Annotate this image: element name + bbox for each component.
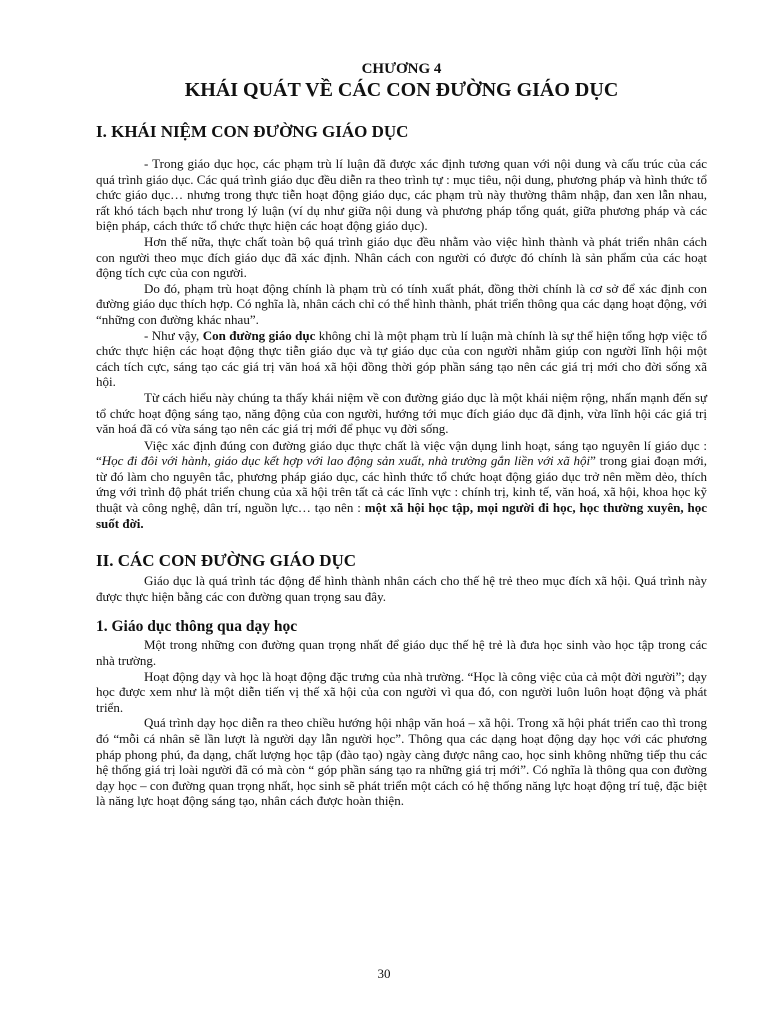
document-page [96, 60, 707, 809]
paragraph: - Trong giáo dục học, các phạm trù lí luận đã được xác định tương quan với nội dung và cấu trúc của các quá trình giáo dục. Các quá trình giáo dục đều diễn ra theo trình tự : mục tiêu, nội dung, phương pháp và hình thức tổ chức giáo dục… nhưng trong thực tiễn hoạt động giáo dục, các phạm trù này thường thâm nhập, đan xen lẫn nhau, rất khó tách bạch như trong lý luận (ví dụ như giữa nội dung và phương pháp tổng quát, giữa phương pháp và các biện pháp, cách thức tổ chức thực hiện các hoạt động giáo dục). [96, 156, 707, 234]
text-run: Việc xác định đúng con đường giáo dục thực chất là việc vận dụng linh hoạt, sáng tạo nguyên lí giáo dục : “ [96, 437, 707, 469]
chapter-title: KHÁI QUÁT VỀ CÁC CON ĐƯỜNG GIÁO DỤC [184, 79, 619, 101]
paragraph [96, 438, 707, 532]
italic-quote: Học đi đôi với hành, giáo dục kết hợp với lao động sản xuất, nhà trường gắn liền với xã hội [101, 453, 591, 469]
paragraph: Giáo dục là quá trình tác động để hình thành nhân cách cho thế hệ trẻ theo mục đích xã hội. Quá trình này được thực hiện bằng các con đường quan trọng sau đây. [96, 573, 707, 604]
paragraph: Do đó, phạm trù hoạt động chính là phạm trù có tính xuất phát, đồng thời chính là cơ sở để xác định con đường giáo dục thích hợp. Có nghĩa là, nhân cách chỉ có thể hình thành, phát triển thông qua các dạng hoạt động, với “những con đường khác nhau”. [96, 280, 707, 327]
paragraph [96, 390, 707, 437]
text-run: Từ cách hiểu này chúng ta thấy khái niệm về con đường giáo dục là một khái niệm rộng, nhấn mạnh đến sự tổ chức hoạt động sáng tạo, năng động của con người, hướng tới mục đích giáo dục đã định, vừa lĩnh hội các giá trị văn hoá đã có vừa sáng tạo nên các giá trị mới để phục vụ đời sống. [96, 389, 707, 437]
section-heading-2: II. CÁC CON ĐƯỜNG GIÁO DỤC [96, 551, 357, 571]
bold-phrase: một xã hội học tập, mọi người đi học, học thường xuyên, học suốt đời. [96, 500, 707, 531]
paragraph: Quá trình dạy học diễn ra theo chiều hướng hội nhập văn hoá – xã hội. Trong xã hội phát triển cao thì trong đó “mỗi cá nhân sẽ lần lượt là người dạy lẫn người học”. Thông qua các dạng hoạt động dạy học với các phương pháp phong phú, đa dạng, chất lượng học tập (đào tạo) ngày càng được nâng cao, học sinh không những tiếp thu các hệ thống giá trị loài người đã có mà còn “ góp phần sáng tạo ra những giá trị mới”. Có nghĩa là thông qua con đường dạy học – con đường quan trọng nhất, học sinh sẽ phát triển một cách có hệ thống năng lực hoạt động trí tuệ, đặc biệt là năng lực hoạt động sáng tạo, nhân cách được hoàn thiện. [96, 715, 707, 809]
paragraph: Hơn thế nữa, thực chất toàn bộ quá trình giáo dục đều nhằm vào việc hình thành và phát triển nhân cách con người theo mục đích giáo dục đã xác định. Nhân cách con người có được đó chính là sản phẩm của các hoạt động tích cực của con người. [96, 233, 707, 281]
page-number: 30 [377, 966, 391, 981]
text-run: - Như vậy, [144, 327, 203, 343]
text-run: ” trong giai đoạn mới, từ đó làm cho nguyên tắc, phương pháp giáo dục, các hình thức tổ chức hoạt động giáo dục trở nên mềm dẻo, thích ứng với trình độ phát triển chung của xã hội trên tất cả các lĩnh vực : chính trị, kinh tế, văn hoá, xã hội, khoa học kỹ thuật và công nghệ, dân trí, nguồn lực… tạo nên : [96, 453, 707, 516]
section-heading-1: I. KHÁI NIỆM CON ĐƯỜNG GIÁO DỤC [96, 122, 409, 141]
chapter-number: CHƯƠNG 4 [361, 61, 442, 77]
text-run: không chỉ là một phạm trù lí luận mà chính là sự thể hiện tổng hợp việc tổ chức thực hiện các hoạt động thực tiễn giáo dục và tự giáo dục của con người nhằm giúp con người lĩnh hội một cách tích cực, sáng tạo các giá trị văn hoá xã hội đồng thời góp phần sáng tạo nên các giá trị mới cho đời sống xã hội. [96, 327, 707, 390]
paragraph [96, 328, 707, 390]
bold-term: Con đường giáo dục [202, 327, 316, 343]
paragraph: Một trong những con đường quan trọng nhất để giáo dục thế hệ trẻ là đưa học sinh vào học tập trong các nhà trường. [96, 637, 707, 669]
subsection-heading-1: 1. Giáo dục thông qua dạy học [96, 618, 298, 636]
paragraph: Hoạt động dạy và học là hoạt động đặc trưng của nhà trường. “Học là công việc của cả một đời người”; dạy học được xem như là một diễn tiến vị thế xã hội của con người vì qua đó, con người luôn luôn hoạt động và phát triển. [96, 668, 707, 715]
